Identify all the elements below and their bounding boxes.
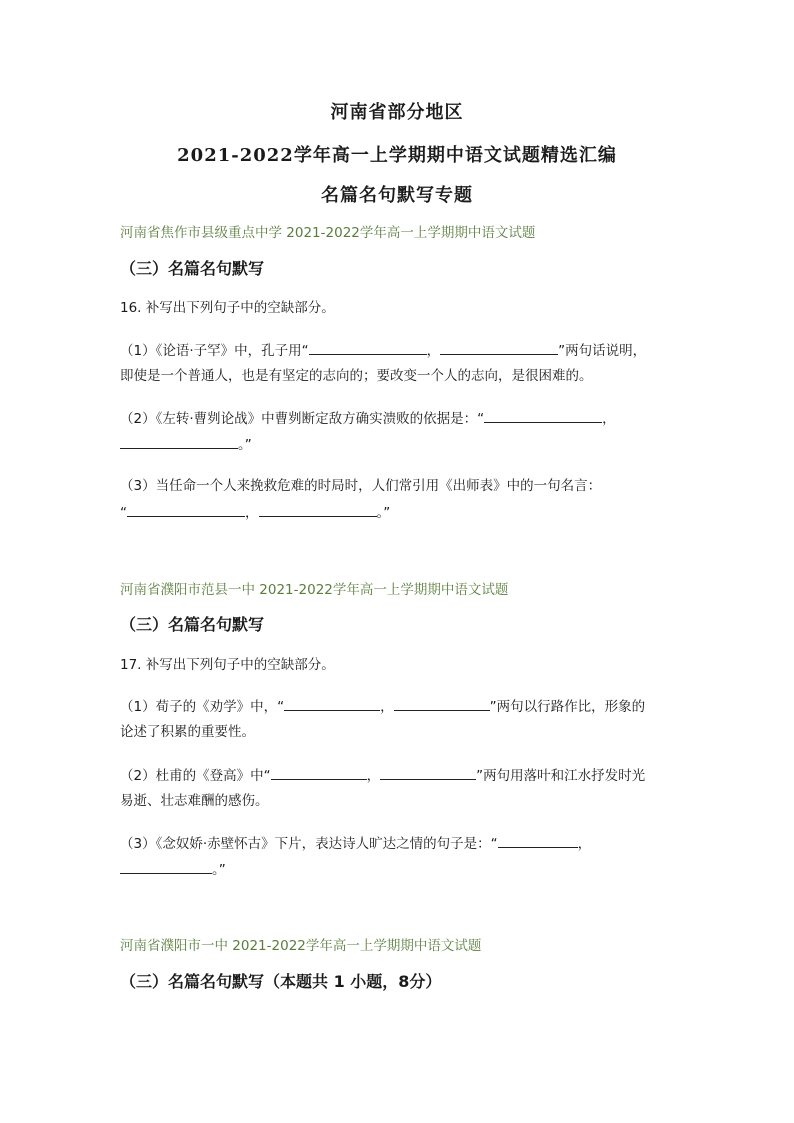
question-17-intro: 17. 补写出下列句子中的空缺部分。	[120, 657, 335, 673]
q16-2-end: 。”	[238, 437, 252, 453]
q16-1-sep: ，	[426, 343, 441, 359]
q16-2-sep: ，	[602, 411, 616, 427]
question-16-1-line1	[120, 340, 680, 361]
title-topic: 名篇名句默写专题	[321, 185, 473, 206]
q16-2-prefix: （2）《左转·曹刿论战》中曹刿断定敌方确实溃败的依据是：“	[120, 411, 485, 427]
answer-blank[interactable]	[120, 859, 212, 874]
answer-blank[interactable]	[259, 502, 377, 517]
answer-blank[interactable]	[309, 340, 427, 355]
question-16-2-line2	[120, 434, 680, 455]
q17-2-suffix: ”两句用落叶和江水抒发时光	[476, 768, 646, 784]
question-16-2-line1	[120, 408, 680, 429]
question-16-intro: 16. 补写出下列句子中的空缺部分。	[120, 300, 335, 316]
answer-blank[interactable]	[484, 408, 602, 423]
q17-2-prefix: （2）杜甫的《登高》中“	[120, 768, 271, 784]
q17-1-suffix: ”两句以行路作比，形象的	[489, 699, 646, 715]
title-region: 河南省部分地区	[330, 102, 464, 123]
q16-3-open: “	[120, 505, 127, 521]
question-17-3-line2	[120, 859, 680, 880]
answer-blank[interactable]	[498, 833, 578, 848]
question-17-2-line2: 易逝、壮志难酬的感伤。	[120, 793, 269, 809]
section-heading-2: （三）名篇名句默写	[120, 615, 265, 634]
question-17-3-line1	[120, 833, 680, 854]
q16-3-sep: ，	[245, 505, 259, 521]
q17-1-sep: ，	[380, 699, 394, 715]
question-17-1-line2: 论述了积累的重要性。	[120, 724, 255, 740]
question-16-3-line1: （3）当任命一个人来挽救危难的时局时，人们常引用《出师表》中的一句名言：	[120, 478, 602, 494]
q17-1-prefix: （1）荀子的《劝学》中，“	[120, 699, 285, 715]
answer-blank[interactable]	[394, 696, 490, 711]
question-16-1-line2: 即使是一个普通人，也是有坚定的志向的；要改变一个人的志向，是很困难的。	[120, 368, 593, 384]
title-main: 2021-2022学年高一上学期期中语文试题精选汇编	[177, 145, 617, 166]
q16-1-prefix: （1）《论语·子罕》中，孔子用“	[120, 343, 309, 359]
section-heading-3: （三）名篇名句默写（本题共 1 小题，8分）	[120, 972, 442, 991]
answer-blank[interactable]	[271, 765, 367, 780]
q16-1-suffix: ”两句话说明，	[558, 343, 647, 359]
source-line-2: 河南省濮阳市范县一中 2021-2022学年高一上学期期中语文试题	[120, 582, 509, 598]
question-17-1-line1	[120, 696, 680, 717]
answer-blank[interactable]	[380, 765, 476, 780]
q17-2-sep: ，	[366, 768, 381, 784]
q17-3-prefix: （3）《念奴娇·赤壁怀古》下片，表达诗人旷达之情的句子是：“	[120, 836, 498, 852]
answer-blank[interactable]	[440, 340, 558, 355]
q17-3-sep: ，	[577, 836, 592, 852]
question-17-2-line1	[120, 765, 680, 786]
answer-blank[interactable]	[284, 696, 380, 711]
source-line-1: 河南省焦作市县级重点中学 2021-2022学年高一上学期期中语文试题	[120, 225, 536, 241]
source-line-3: 河南省濮阳市一中 2021-2022学年高一上学期期中语文试题	[120, 938, 482, 954]
answer-blank[interactable]	[127, 502, 245, 517]
question-16-3-line2	[120, 502, 680, 523]
q17-3-end: 。”	[212, 862, 226, 878]
q16-3-end: 。”	[376, 505, 391, 521]
section-heading-1: （三）名篇名句默写	[120, 259, 265, 278]
answer-blank[interactable]	[120, 434, 238, 449]
